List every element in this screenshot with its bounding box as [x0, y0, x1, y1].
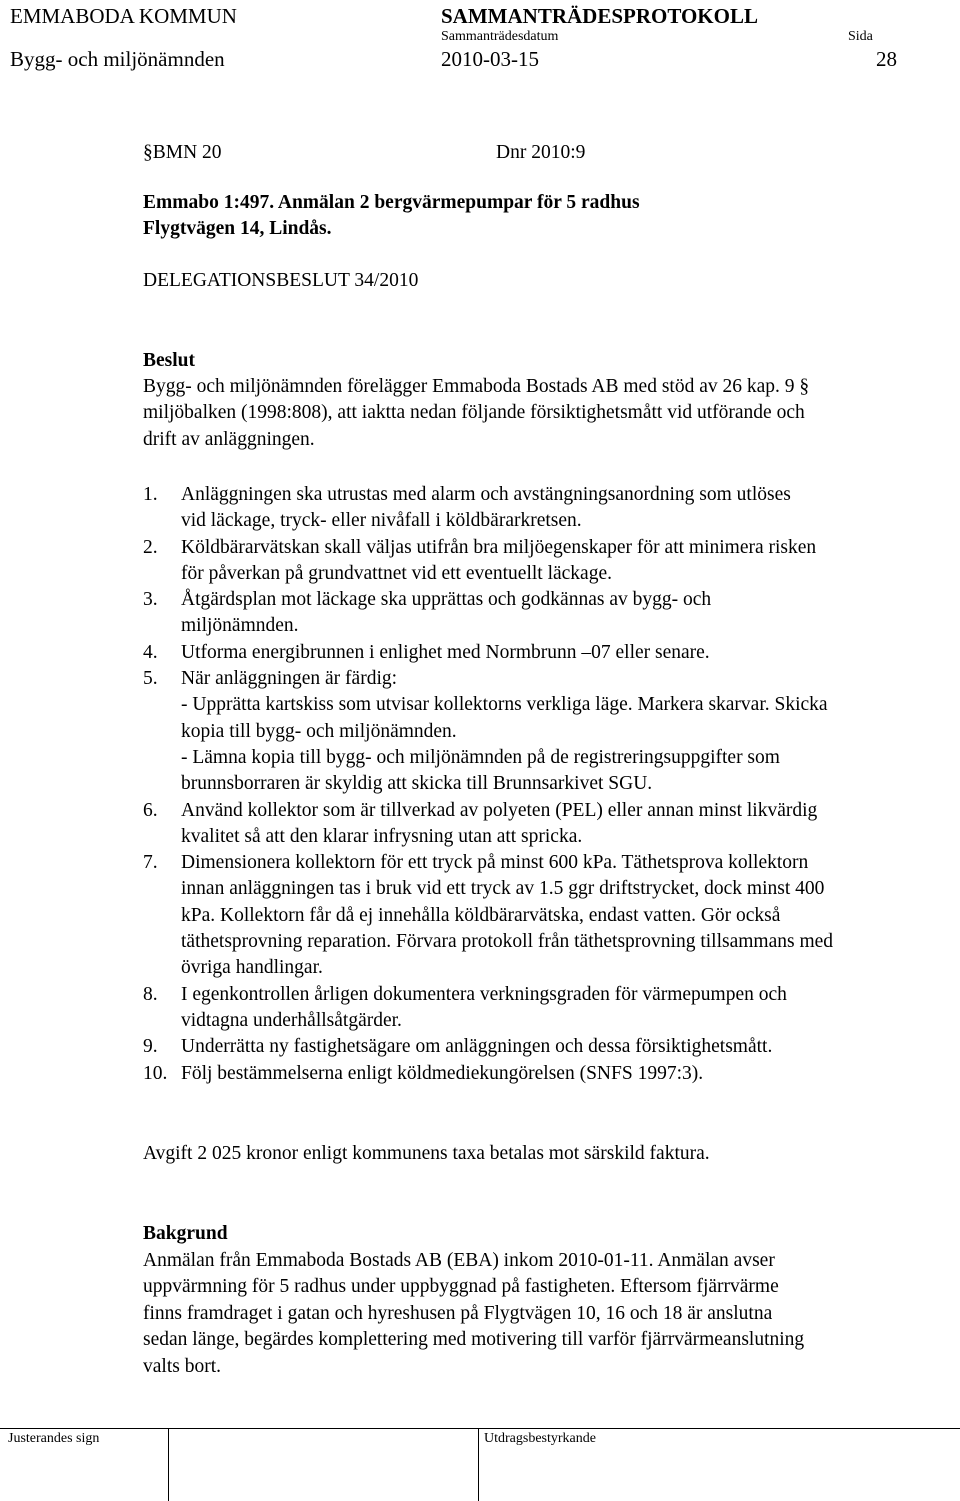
item-text: kPa. Kollektorn får då ej innehålla köldbärarvätska, endast vatten. Gör också — [181, 904, 781, 926]
item-text: vidtagna underhållsåtgärder. — [181, 1009, 402, 1031]
item-number: 4. — [143, 641, 158, 663]
fee-text: Avgift 2 025 kronor enligt kommunens taxa betalas mot särskild faktura. — [143, 1143, 710, 1164]
protocol-title: SAMMANTRÄDESPROTOKOLL — [441, 4, 758, 28]
item-text: Köldbärarvätskan skall väljas utifrån bra miljöegenskaper för att minimera risken — [181, 536, 817, 558]
item-number: 5. — [143, 668, 158, 690]
beslut-line3: drift av anläggningen. — [143, 429, 315, 450]
cert-label: Utdragsbestyrkande — [484, 1431, 596, 1446]
item-number: 8. — [143, 983, 158, 1005]
footer-sign-box-2 — [168, 1428, 479, 1501]
item-text: Åtgärdsplan mot läckage ska upprättas och godkännas av bygg- och — [181, 589, 712, 611]
list-item — [143, 798, 943, 851]
bakgrund-section — [143, 1221, 933, 1380]
list-item — [143, 482, 943, 535]
bakgrund-line: sedan länge, begärdes komplettering med motivering till varför fjärrvärmeanslutning — [143, 1329, 805, 1350]
beslut-line1: Bygg- och miljönämnden förelägger Emmaboda Bostads AB med stöd av 26 kap. 9 § — [143, 376, 810, 397]
item-text: kopia till bygg- och miljönämnden. — [181, 720, 457, 742]
org-name: EMMABODA KOMMUN — [10, 4, 237, 28]
list-item — [143, 666, 943, 797]
item-text: Underrätta ny fastighetsägare om anläggningen och dessa försiktighetsmått. — [181, 1036, 773, 1058]
page-label: Sida — [848, 29, 873, 44]
list-item — [143, 1061, 943, 1087]
beslut-heading: Beslut — [143, 350, 196, 371]
list-item — [143, 640, 943, 666]
board-name: Bygg- och miljönämnden — [10, 47, 225, 71]
item-number: 2. — [143, 536, 158, 558]
case-title-line1: Emmabo 1:497. Anmälan 2 bergvärmepumpar för 5 radhus — [143, 192, 640, 213]
condition-list — [143, 482, 943, 1087]
bakgrund-line: finns framdraget i gatan och hyreshusen på Flygtvägen 10, 16 och 18 är anslutna — [143, 1302, 773, 1324]
section-sign-icon: § — [143, 142, 153, 163]
item-text: Följ bestämmelserna enligt köldmediekungörelsen (SNFS 1997:3). — [181, 1062, 704, 1084]
item-text: Utforma energibrunnen i enlighet med Normbrunn –07 eller senare. — [181, 641, 710, 663]
meeting-date: 2010-03-15 — [441, 47, 539, 71]
item-text: vid läckage, tryck- eller nivåfall i köldbärarkretsen. — [181, 510, 582, 532]
item-number: 7. — [143, 852, 158, 874]
bakgrund-heading: Bakgrund — [143, 1223, 228, 1244]
list-item — [143, 850, 943, 981]
item-number: 1. — [143, 484, 158, 505]
item-text: täthetsprovning reparation. Förvara protokoll från täthetsprovning tillsammans med — [181, 931, 834, 953]
bakgrund-line: uppvärmning för 5 radhus under uppbyggnad på fastigheten. Eftersom fjärrvärme — [143, 1276, 779, 1297]
list-item — [143, 535, 943, 588]
section-sign-icon: § — [794, 376, 810, 397]
item-text: för påverkan på grundvattnet vid ett eventuellt läckage. — [181, 562, 612, 584]
list-item — [143, 982, 943, 1035]
decision-ref: DELEGATIONSBESLUT 34/2010 — [143, 270, 419, 291]
bakgrund-line: Anmälan från Emmaboda Bostads AB (EBA) inkom 2010-01-11. Anmälan avser — [143, 1249, 775, 1271]
item-text: - Upprätta kartskiss som utvisar kollektorns verkliga läge. Markera skarvar. Skicka — [181, 694, 828, 716]
case-dnr: Dnr 2010:9 — [496, 142, 586, 163]
case-number — [143, 140, 222, 166]
item-text: miljönämnden. — [181, 615, 299, 637]
list-item — [143, 587, 943, 640]
case-title-line2: Flygtvägen 14, Lindås. — [143, 218, 332, 239]
item-text: Använd kollektor som är tillverkad av polyeten (PEL) eller annan minst likvärdig — [181, 799, 818, 821]
case-number-text: BMN 20 — [152, 142, 222, 163]
item-number: 9. — [143, 1036, 158, 1058]
item-text: innan anläggningen tas i bruk vid ett tryck av 1.5 ggr driftstrycket, dock minst 400 — [181, 878, 825, 900]
item-number: 6. — [143, 799, 158, 821]
sign-label: Justerandes sign — [8, 1431, 100, 1446]
item-text: - Lämna kopia till bygg- och miljönämnden på de registreringsuppgifter som — [181, 746, 780, 768]
item-number: 3. — [143, 589, 158, 611]
item-text: brunnsborraren är skyldig att skicka till Brunnsarkivet SGU. — [181, 773, 653, 795]
item-text: När anläggningen är färdig: — [181, 668, 398, 690]
page-number: 28 — [876, 47, 897, 71]
item-text: Dimensionera kollektorn för ett tryck på minst 600 kPa. Täthetsprova kollektorn — [181, 852, 809, 874]
item-number: 10. — [143, 1062, 168, 1084]
item-text: I egenkontrollen årligen dokumentera verkningsgraden för värmepumpen och — [181, 983, 787, 1005]
bakgrund-line: valts bort. — [143, 1355, 221, 1377]
item-text: Anläggningen ska utrustas med alarm och avstängningsanordning som utlöses — [181, 484, 791, 505]
list-item — [143, 1034, 943, 1060]
beslut-line2: miljöbalken (1998:808), att iaktta nedan följande försiktighetsmått vid utförande och — [143, 402, 805, 423]
item-text: kvalitet så att den klarar infrysning utan att spricka. — [181, 825, 583, 847]
date-label: Sammanträdesdatum — [441, 29, 559, 44]
item-text: övriga handlingar. — [181, 957, 323, 979]
